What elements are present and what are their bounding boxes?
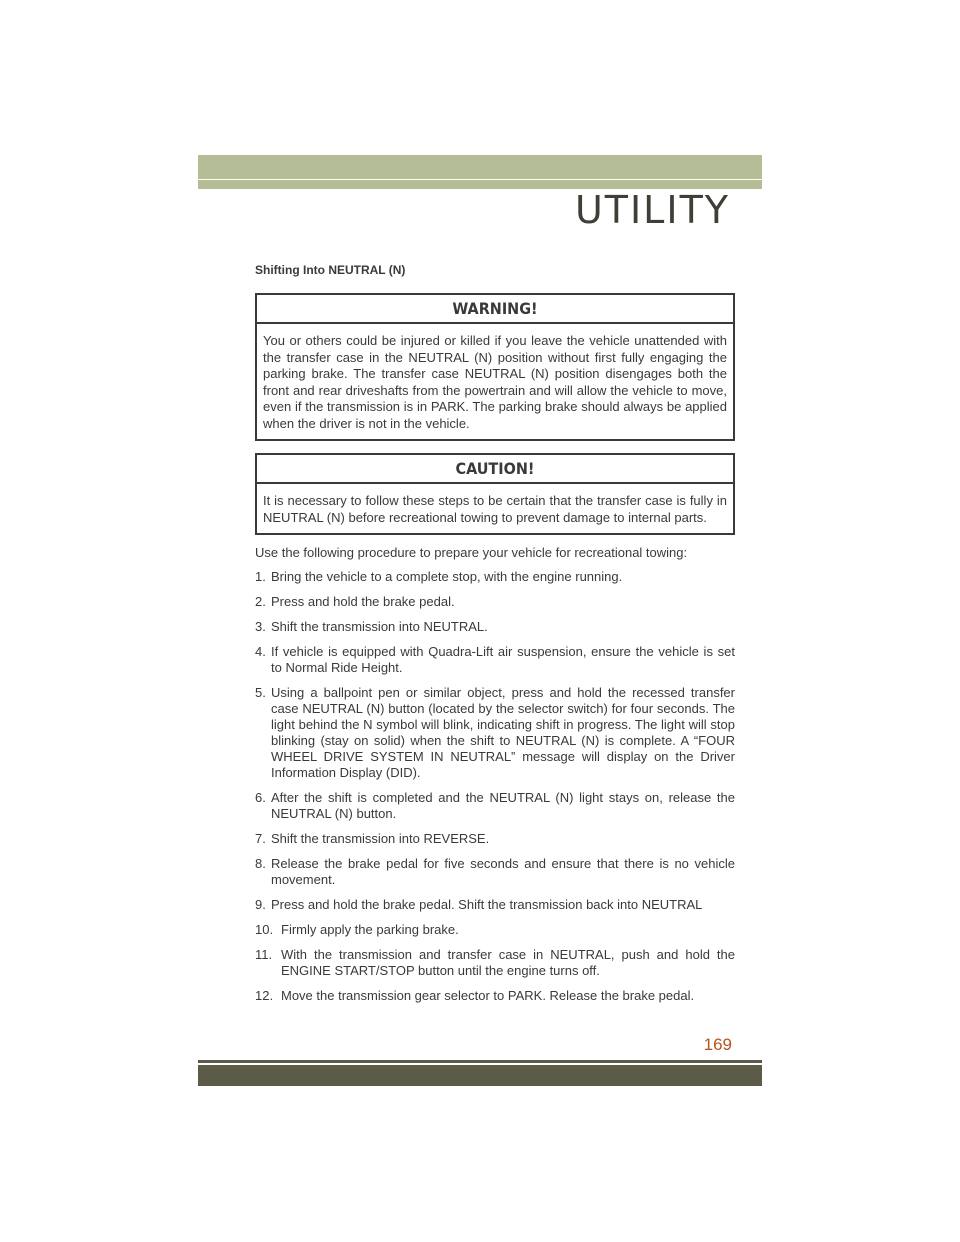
list-item <box>255 856 735 888</box>
caution-title: CAUTION! <box>257 455 733 484</box>
step-text: Shift the transmission into NEUTRAL. <box>271 619 488 634</box>
step-number: 11. <box>255 947 273 962</box>
page-content <box>255 263 735 1013</box>
step-text: Press and hold the brake pedal. <box>271 594 455 609</box>
list-item <box>255 594 735 610</box>
step-text: Firmly apply the parking brake. <box>281 922 459 937</box>
step-text: Using a ballpoint pen or similar object, press and hold the recessed transfer case NEUTRAL (N) button (located by the selector switch) for four seconds. The light behind the N symbol will blink, indicating shift in progress. The light will stop blinking (stay on solid) when the shift to NEUTRAL (N) is complete. A “FOUR WHEEL DRIVE SYSTEM IN NEUTRAL” message will display on the Driver Information Display (DID). <box>271 685 735 780</box>
subheading: Shifting Into NEUTRAL (N) <box>255 263 406 277</box>
step-number: 6. <box>255 790 266 805</box>
step-number: 1. <box>255 569 266 584</box>
list-item <box>255 988 735 1004</box>
header-band <box>198 155 762 179</box>
list-item <box>255 644 735 676</box>
step-text: If vehicle is equipped with Quadra-Lift air suspension, ensure the vehicle is set to Normal Ride Height. <box>271 644 735 675</box>
step-number: 3. <box>255 619 266 634</box>
step-text: After the shift is completed and the NEUTRAL (N) light stays on, release the NEUTRAL (N) button. <box>271 790 735 821</box>
step-number: 7. <box>255 831 266 846</box>
list-item <box>255 922 735 938</box>
step-number: 12. <box>255 988 274 1003</box>
page-number: 169 <box>703 1035 732 1054</box>
step-text: Press and hold the brake pedal. Shift the transmission back into NEUTRAL <box>271 897 703 912</box>
warning-box <box>255 293 735 441</box>
section-title: UTILITY <box>574 188 730 232</box>
footer-band <box>198 1065 762 1086</box>
steps-list <box>255 569 735 1004</box>
step-number: 8. <box>255 856 266 871</box>
step-number: 10. <box>255 922 274 937</box>
step-number: 2. <box>255 594 266 609</box>
list-item <box>255 619 735 635</box>
warning-title: WARNING! <box>257 295 733 324</box>
list-item <box>255 685 735 781</box>
footer-rule <box>198 1060 762 1063</box>
list-item <box>255 831 735 847</box>
list-item <box>255 790 735 822</box>
step-number: 5. <box>255 685 266 700</box>
step-text: Release the brake pedal for five seconds and ensure that there is no vehicle movement. <box>271 856 735 887</box>
list-item <box>255 569 735 585</box>
intro-text: Use the following procedure to prepare your vehicle for recreational towing: <box>255 545 688 560</box>
step-text: Move the transmission gear selector to PARK. Release the brake pedal. <box>281 988 695 1003</box>
list-item <box>255 897 735 913</box>
caution-box <box>255 453 735 535</box>
step-text: With the transmission and transfer case in NEUTRAL, push and hold the ENGINE START/STOP button until the engine turns off. <box>281 947 735 978</box>
warning-body: You or others could be injured or killed if you leave the vehicle unattended with the transfer case in the NEUTRAL (N) position without first fully engaging the parking brake. The transfer case NEUTRAL (N) position disengages both the front and rear driveshafts from the powertrain and will allow the vehicle to move, even if the transmission is in PARK. The parking brake should always be applied when the driver is not in the vehicle. <box>263 333 727 431</box>
step-text: Bring the vehicle to a complete stop, with the engine running. <box>271 569 623 584</box>
caution-body: It is necessary to follow these steps to be certain that the transfer case is fully in NEUTRAL (N) before recreational towing to prevent damage to internal parts. <box>263 493 727 525</box>
step-number: 4. <box>255 644 266 659</box>
list-item <box>255 947 735 979</box>
step-number: 9. <box>255 897 266 912</box>
step-text: Shift the transmission into REVERSE. <box>271 831 490 846</box>
